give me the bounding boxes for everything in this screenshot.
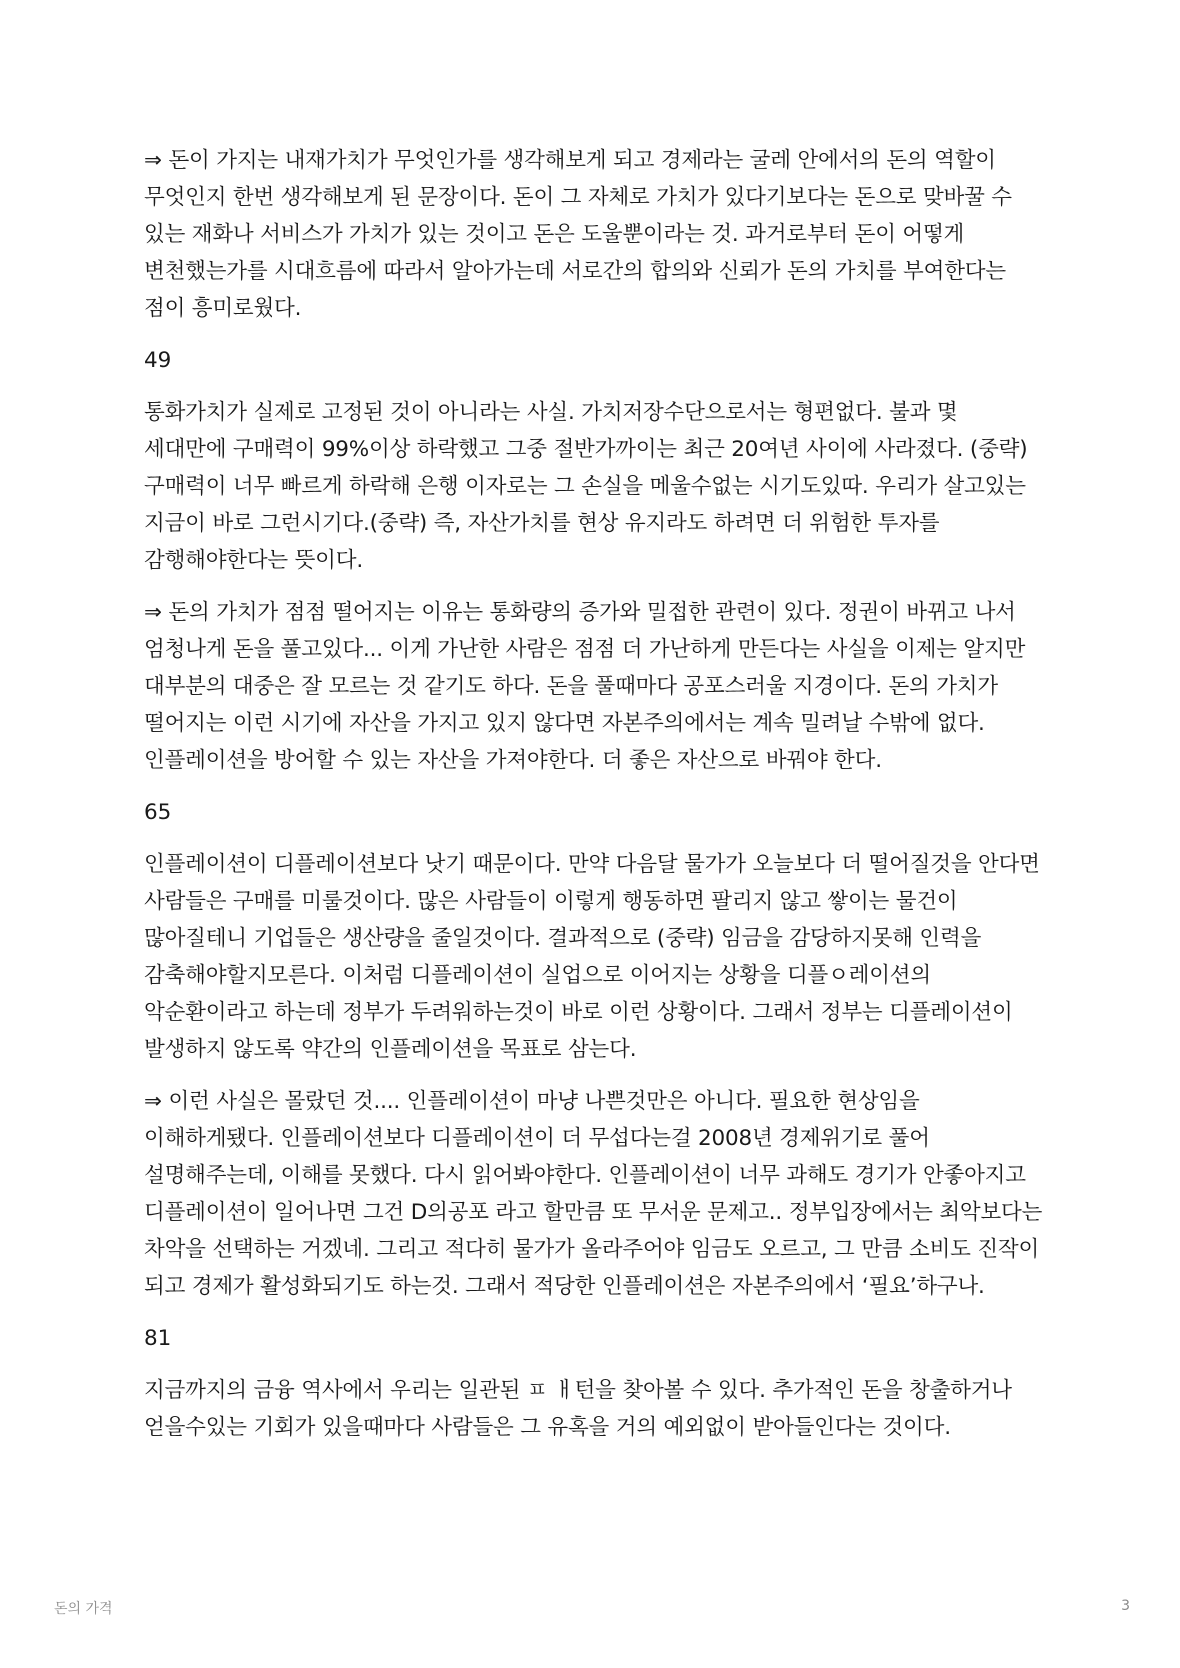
footer-page-number: 3 [1121,1598,1130,1614]
document-body [144,142,1044,1461]
footer-document-title: 돈의 가격 [54,1601,113,1617]
paragraph: ⇒ 돈이 가지는 내재가치가 무엇인가를 생각해보게 되고 경제라는 굴레 안에서의 돈의 역할이 무엇인지 한번 생각해보게 된 문장이다. 돈이 그 자체로 가치가 있다기보다는 돈으로 맞바꿀 수 있는 재화나 서비스가 가치가 있는 것이고 돈은 도울뿐이라는 것. 과거로부터 돈이 어떻게 변천했는가를 시대흐름에 따라서 알아가는데 서로간의 합의와 신뢰가 돈의 가치를 부여한다는 점이 흥미로웠다. [144,148,1012,321]
quote-paragraph: 지금까지의 금융 역사에서 우리는 일관된 ㅍ ㅐ턴을 찾아볼 수 있다. 추가적인 돈을 창출하거나 얻을수있는 기회가 있을때마다 사람들은 그 유혹을 거의 예외없이 받아들인다는 것이다. [144,1378,1012,1440]
page-reference: 65 [144,800,172,825]
reflection-paragraph: ⇒ 이런 사실은 몰랐던 것.... 인플레이션이 마냥 나쁜것만은 아니다. 필요한 현상임을 이해하게됐다. 인플레이션보다 디플레이션이 더 무섭다는걸 2008년 경제위기로 풀어 설명해주는데, 이해를 못했다. 다시 읽어봐야한다. 인플레이션이 너무 과해도 경기가 안좋아지고 디플레이션이 일어나면 그건 D의공포 라고 할만큼 또 무서운 문제고.. 정부입장에서는 최악보다는 차악을 선택하는 거겠네. 그리고 적다히 물가가 올라주어야 임금도 오르고, 그 만큼 소비도 진작이 되고 경제가 활성화되기도 하는것. 그래서 적당한 인플레이션은 자본주의에서 ‘필요’하구나. [144,1089,1043,1299]
page-reference: 81 [144,1326,172,1351]
quote-paragraph: 통화가치가 실제로 고정된 것이 아니라는 사실. 가치저장수단으로서는 형편없다. 불과 몇 세대만에 구매력이 99%이상 하락했고 그중 절반가까이는 최근 20여년 사이에 사라졌다. (중략) 구매력이 너무 빠르게 하락해 은행 이자로는 그 손실을 메울수없는 시기도있따. 우리가 살고있는 지금이 바로 그런시기다.(중략) 즉, 자산가치를 현상 유지라도 하려면 더 위험한 투자를 감행해야한다는 뜻이다. [144,400,1028,573]
quote-paragraph: 인플레이션이 디플레이션보다 낫기 때문이다. 만약 다음달 물가가 오늘보다 더 떨어질것을 안다면 사람들은 구매를 미룰것이다. 많은 사람들이 이렇게 행동하면 팔리지 않고 쌓이는 물건이 많아질테니 기업들은 생산량을 줄일것이다. 결과적으로 (중략) 임금을 감당하지못해 인력을 감축해야할지모른다. 이처럼 디플레이션이 실업으로 이어지는 상황을 디플ㅇ레이션의 악순환이라고 하는데 정부가 두려워하는것이 바로 이런 상황이다. 그래서 정부는 디플레이션이 발생하지 않도록 약간의 인플레이션을 목표로 삼는다. [144,852,1040,1062]
reflection-paragraph: ⇒ 돈의 가치가 점점 떨어지는 이유는 통화량의 증가와 밀접한 관련이 있다. 정권이 바뀌고 나서 엄청나게 돈을 풀고있다... 이게 가난한 사람은 점점 더 가난하게 만든다는 사실을 이제는 알지만 대부분의 대중은 잘 모르는 것 같기도 하다. 돈을 풀때마다 공포스러울 지경이다. 돈의 가치가 떨어지는 이런 시기에 자산을 가지고 있지 않다면 자본주의에서는 계속 밀려날 수밖에 없다. 인플레이션을 방어할 수 있는 자산을 가져야한다. 더 좋은 자산으로 바꿔야 한다. [144,600,1026,773]
page-reference: 49 [144,348,172,373]
